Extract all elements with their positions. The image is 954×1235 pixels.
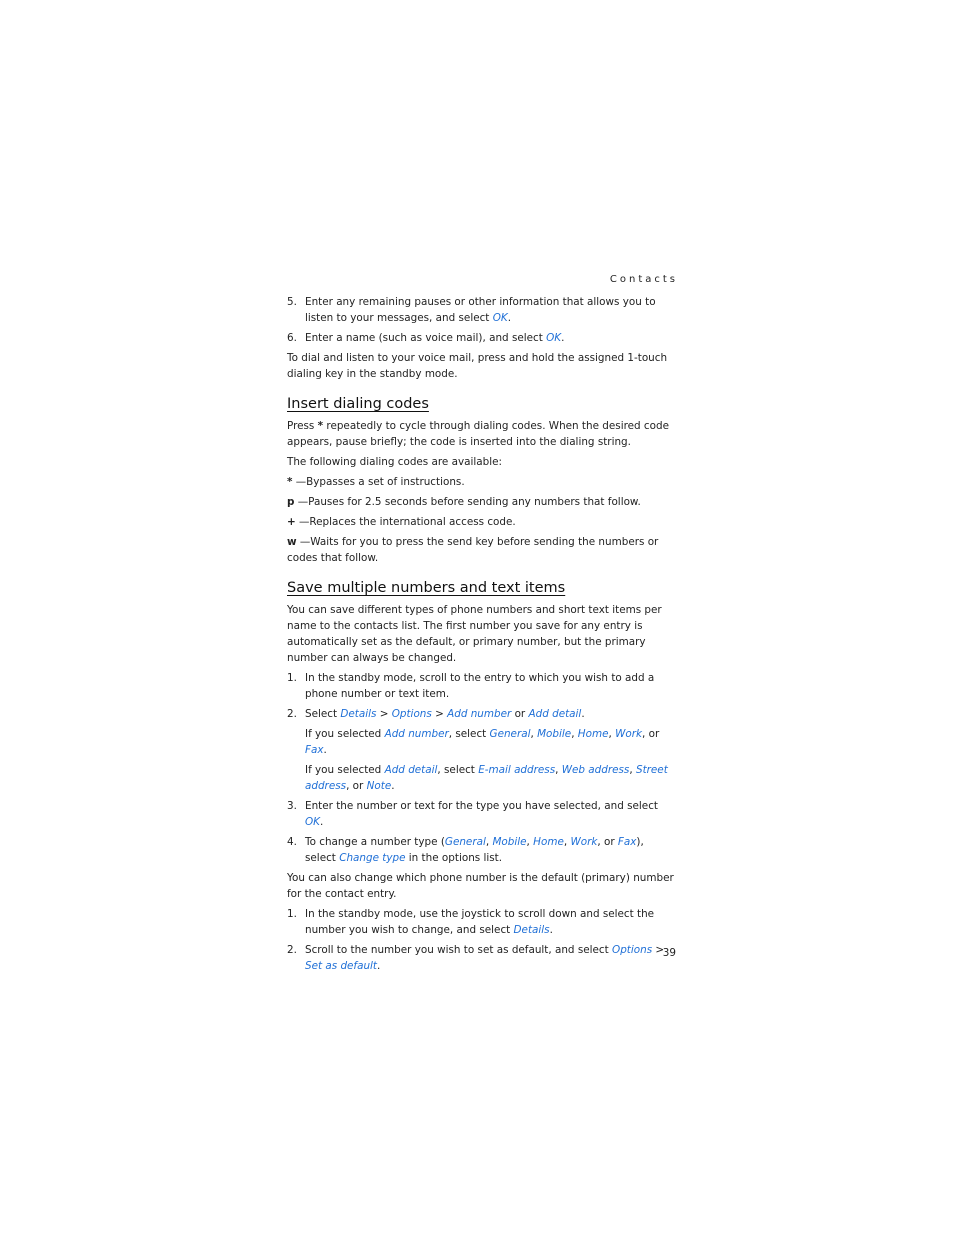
voicemail-paragraph: To dial and listen to your voice mail, press and hold the assigned 1-touch dialing key in the standby mode. — [287, 352, 668, 380]
ok-option: OK — [546, 332, 562, 344]
save-step-1: 1. In the standby mode, scroll to the entry to which you wish to add a phone number or text item. — [287, 672, 655, 700]
page-number: 39 — [662, 947, 676, 959]
step-number: 6. — [287, 332, 297, 344]
code-item-star: * —Bypasses a set of instructions. — [287, 476, 465, 488]
insert-dialing-codes-heading: Insert dialing codes — [287, 396, 429, 412]
save-step-4: 4. To change a number type (General, Mobile, Home, Work, or Fax), select Change type in the options list. — [287, 836, 644, 864]
ok-option: OK — [492, 312, 508, 324]
step-number: 5. — [287, 296, 297, 308]
codes-intro: The following dialing codes are available: — [287, 456, 503, 468]
save-step-2: 2. Select Details > Options > Add number or Add detail. — [287, 708, 585, 720]
save-step-2-detail-note: If you selected Add detail, select E-mail address, Web address, Street address, or Note. — [305, 764, 668, 792]
star-key: * — [317, 420, 324, 432]
default-paragraph: You can also change which phone number is the default (primary) number for the contact entry. — [287, 872, 674, 900]
default-step-1: 1. In the standby mode, use the joystick to scroll down and select the number you wish to change, and select Details. — [287, 908, 655, 936]
code-item-plus: + —Replaces the international access code. — [287, 516, 516, 528]
step-5: 5. Enter any remaining pauses or other information that allows you to listen to your messages, and select OK. — [287, 296, 656, 324]
default-step-2: 2. Scroll to the number you wish to set as default, and select Options > Set as default. — [287, 944, 665, 972]
save-multiple-heading: Save multiple numbers and text items — [287, 580, 566, 596]
step-6: 6. Enter a name (such as voice mail), and select OK. — [287, 332, 565, 344]
code-item-p: p —Pauses for 2.5 seconds before sending any numbers that follow. — [287, 496, 641, 508]
insert-paragraph: Press * repeatedly to cycle through dialing codes. When the desired code appears, pause briefly; the code is inserted into the dialing string. — [287, 420, 669, 448]
save-step-3: 3. Enter the number or text for the type you have selected, and select OK. — [287, 800, 658, 828]
manual-page — [287, 272, 676, 974]
section-header: Contacts — [609, 274, 678, 285]
save-step-2-number-note: If you selected Add number, select General, Mobile, Home, Work, or Fax. — [305, 728, 660, 756]
code-item-w: w —Waits for you to press the send key before sending the numbers or codes that follow. — [287, 536, 659, 564]
save-paragraph: You can save different types of phone numbers and short text items per name to the contacts list. The first number you save for any entry is automatically set as the default, or primary number, but the primary number can always be changed. — [287, 604, 662, 664]
